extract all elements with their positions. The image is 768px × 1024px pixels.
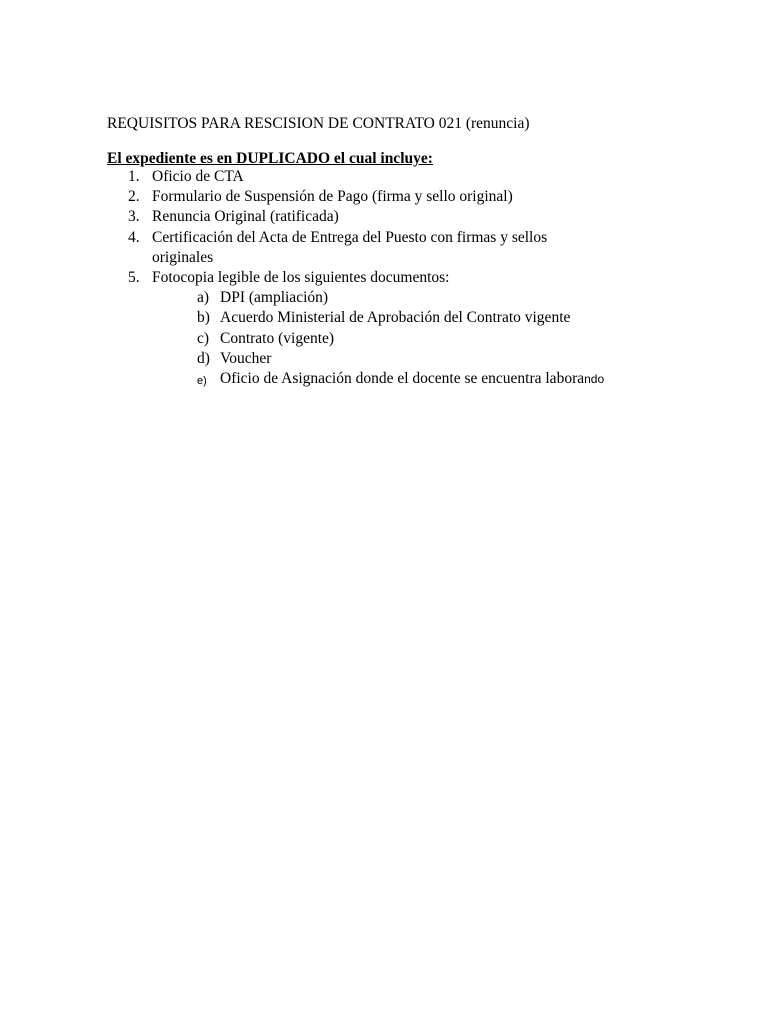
- list-item-number: 5.: [128, 269, 140, 287]
- sub-list-item-text: Voucher: [220, 349, 272, 367]
- list-item-text: Formulario de Suspensión de Pago (firma y sello original): [152, 188, 513, 206]
- sub-list-item-text-wrapper: [220, 369, 768, 389]
- document-title: REQUISITOS PARA RESCISION DE CONTRATO 021 (renuncia): [107, 115, 530, 132]
- sub-list-item-text-tail: ndo: [584, 372, 605, 387]
- list-item: [107, 228, 667, 268]
- sub-list-item: [107, 308, 667, 328]
- sub-list-item: [107, 329, 667, 349]
- list-item-text: Oficio de CTA: [152, 168, 244, 185]
- sub-list-item-letter: b): [197, 309, 210, 327]
- list-item: [107, 167, 667, 187]
- sub-list-item-letter: c): [197, 329, 210, 347]
- list-item-text: Fotocopia legible de los siguientes documentos:: [152, 269, 450, 287]
- list-item-continuation: originales: [152, 248, 214, 266]
- sub-list-item-text: Contrato (vigente): [220, 329, 335, 347]
- list-item-number: 1.: [128, 168, 140, 185]
- sub-list-item-text: Acuerdo Ministerial de Aprobación del Contrato vigente: [220, 309, 571, 327]
- document-subtitle: El expediente es en DUPLICADO el cual incluye:: [107, 150, 433, 167]
- sub-list-item-text: Oficio de Asignación donde el docente se encuentra labora: [220, 370, 585, 388]
- list-item-number: 4.: [128, 228, 140, 246]
- sub-list-item: [107, 369, 667, 389]
- requirements-list: [107, 167, 667, 389]
- list-item: [107, 268, 667, 288]
- sub-list-item-text: DPI (ampliación): [220, 289, 329, 307]
- list-item-text: Certificación del Acta de Entrega del Puesto con firmas y sellos: [152, 228, 548, 246]
- list-item-text: Renuncia Original (ratificada): [152, 208, 339, 226]
- list-item: [107, 187, 667, 207]
- sub-list-item: [107, 288, 667, 308]
- sub-list-item-letter: a): [197, 289, 210, 307]
- sub-list-item-letter: d): [197, 349, 210, 367]
- sub-list-item-letter: e): [197, 375, 207, 388]
- sub-list-item: [107, 349, 667, 369]
- list-item-number: 3.: [128, 208, 140, 226]
- list-item-number: 2.: [128, 188, 140, 206]
- list-item: [107, 207, 667, 227]
